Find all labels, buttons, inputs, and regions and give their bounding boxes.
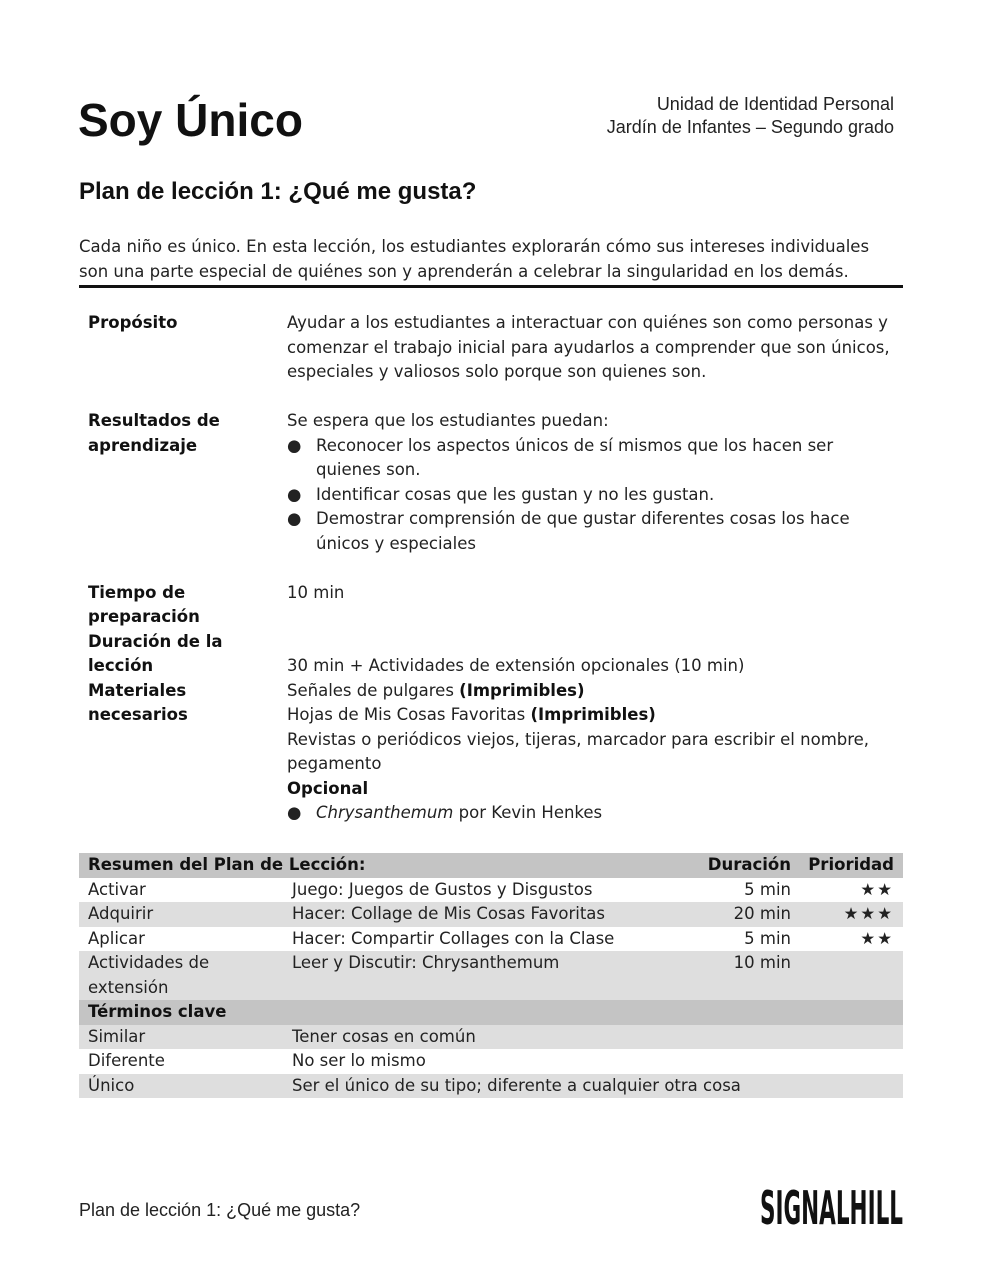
list-item: ● Chrysanthemum por Kevin Henkes — [287, 801, 893, 826]
summary-header-label: Resumen del Plan de Lección: — [88, 855, 366, 874]
bullet-icon: ● — [287, 803, 302, 822]
material-item: Señales de pulgares (Imprimibles) — [287, 680, 585, 700]
lesson-details — [79, 311, 903, 826]
optional-list — [287, 801, 893, 826]
priority-stars: ★★ — [860, 928, 894, 948]
list-item: ● Identificar cosas que les gustan y no les gustan. — [287, 483, 893, 508]
materials-label: Materiales necesarios — [88, 680, 188, 724]
optional-label: Opcional — [287, 778, 369, 798]
priority-header: Prioridad — [808, 855, 894, 874]
table-header — [79, 853, 903, 878]
footer-lesson-title: Plan de lección 1: ¿Qué me gusta? — [79, 1200, 361, 1220]
key-terms-header: Términos clave — [79, 1000, 903, 1025]
duration-value: 30 min + Actividades de extensión opcionales (10 min) — [287, 656, 745, 675]
material-item: Hojas de Mis Cosas Favoritas (Imprimibles) — [287, 705, 656, 724]
list-item: ● Demostrar comprensión de que gustar diferentes cosas los hace únicos y especiales — [287, 509, 850, 553]
lesson-summary-table — [79, 853, 903, 1098]
table-row: Diferente No ser lo mismo — [88, 1051, 426, 1070]
outcomes-lead: Se espera que los estudiantes puedan: — [287, 411, 609, 430]
section-divider — [79, 285, 903, 288]
table-row: Aplicar Hacer: Compartir Collages con la Clase 5 min ★★ — [79, 927, 903, 952]
unit-info — [607, 93, 894, 139]
table-row: Activar Juego: Juegos de Gustos y Disgustos 5 min ★★ — [79, 878, 903, 903]
priority-stars — [791, 951, 903, 1000]
materials-row — [79, 679, 903, 826]
table-row: Similar Tener cosas en común — [79, 1025, 903, 1050]
prep-time-value: 10 min — [287, 582, 345, 602]
document-title: Soy Único — [78, 94, 303, 146]
duration-row — [79, 630, 903, 679]
bullet-icon: ● — [287, 435, 302, 455]
outcomes-label: Resultados de aprendizaje — [88, 411, 220, 455]
purpose-row — [79, 311, 903, 385]
prep-time-row — [79, 581, 903, 630]
signal-hill-logo — [760, 1180, 903, 1228]
intro-paragraph: Cada niño es único. En esta lección, los estudiantes explorarán cómo sus intereses individuales son una parte especial de quiénes son y aprenderán a celebrar la singularidad en los demás. — [79, 237, 870, 281]
table-row: Adquirir Hacer: Collage de Mis Cosas Favoritas 20 min ★★★ — [79, 902, 903, 927]
bullet-icon: ● — [287, 484, 302, 504]
table-row: Actividades de extensión Leer y Discutir: Chrysanthemum 10 min — [79, 951, 903, 1000]
outcomes-list — [287, 434, 893, 557]
grade-level: Jardín de Infantes – Segundo grado — [606, 117, 894, 137]
prep-time-label: Tiempo de preparación — [88, 582, 200, 626]
priority-stars: ★★★ — [843, 904, 894, 923]
book-title: Chrysanthemum — [316, 803, 454, 822]
purpose-text: Ayudar a los estudiantes a interactuar con quiénes son como personas y comenzar el trabajo inicial para ayudarlos a comprender que son únicos, especiales y valiosos solo porque son quienes son. — [287, 313, 890, 381]
bullet-icon: ● — [287, 509, 302, 528]
purpose-label: Propósito — [88, 313, 178, 332]
lesson-title: Plan de lección 1: ¿Qué me gusta? — [79, 178, 477, 205]
unit-name: Unidad de Identidad Personal — [656, 94, 894, 114]
table-row: Único Ser el único de su tipo; diferente a cualquier otra cosa — [79, 1074, 903, 1099]
duration-header: Duración — [707, 855, 791, 874]
list-item: ● Reconocer los aspectos únicos de sí mismos que los hacen ser quienes son. — [287, 435, 834, 479]
logo-text: SIGNALHILL — [760, 1181, 903, 1228]
material-item: Revistas o periódicos viejos, tijeras, marcador para escribir el nombre, pegamento — [287, 729, 870, 773]
duration-label: Duración de la lección — [88, 631, 223, 675]
outcomes-row — [79, 409, 903, 556]
priority-stars: ★★ — [860, 879, 894, 899]
